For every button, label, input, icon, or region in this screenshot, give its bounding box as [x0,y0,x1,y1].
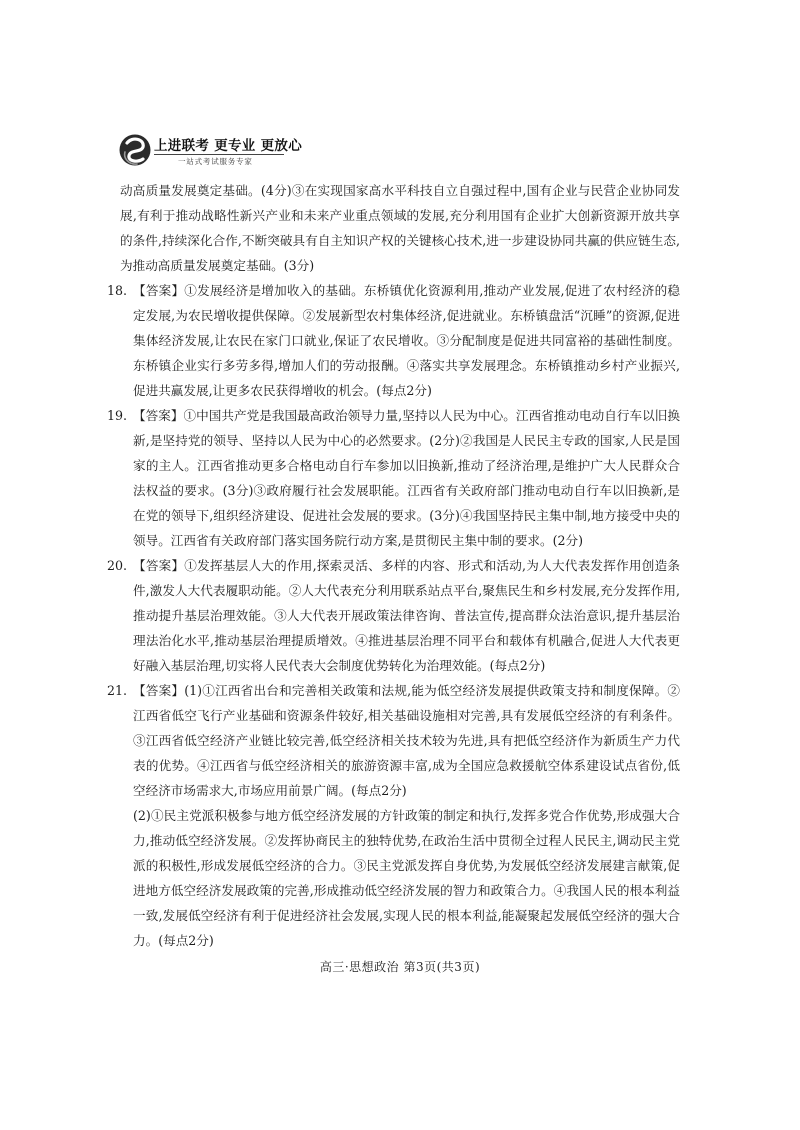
answer-content [107,178,680,953]
answer-text: 【答案】(1)①江西省出台和完善相关政策和法规,能为低空经济发展提供政策支持和制度保障。②江西省低空飞行产业基础和资源条件较好,相关基础设施相对完善,具有发展低空经济的有利条件。③江西省低空经济产业链比较完善,低空经济相关技术较为先进,具有把低空经济作为新质生产力代表的优势。④江西省与低空经济相关的旅游资源丰富,成为全国应急救援航空体系建设试点省份,低空经济市场需求大,市场应用前景广阔。(每点2分) [133,683,680,798]
answer-text: (2)①民主党派积极参与地方低空经济发展的方针政策的制定和执行,发挥多党合作优势,形成强大合力,推动低空经济发展。②发挥协商民主的独特优势,在政治生活中贯彻全过程人民民主,调动民主党派的积极性,形成发展低空经济的合力。③民主党派发挥自身优势,为发展低空经济发展建言献策,促进地方低空经济发展政策的完善,形成推动低空经济发展的智力和政策合力。④我国人民的根本利益一致,发展低空经济有利于促进经济社会发展,实现人民的根本利益,能凝聚起发展低空经济的强大合力。(每点2分) [133,808,680,948]
question-number: 20. [107,558,128,573]
brand-title: 上进联考 更专业 更放心 [154,138,302,154]
page-footer: 高三·思想政治 第3页(共3页) [319,960,481,974]
brand-divider [154,154,284,155]
answer-text: 【答案】①中国共产党是我国最高政治领导力量,坚持以人民为中心。江西省推动电动自行车以旧换新,是坚持党的领导、坚持以人民为中心的必然要求。(2分)②我国是人民民主专政的国家,人民是国家的主人。江西省推动更多合格电动自行车参加以旧换新,推动了经济治理,是维护广大人民群众合法权益的要求。(3分)③政府履行社会发展职能。江西省有关政府部门推动电动自行车以旧换新,是在党的领导下,组织经济建设、促进社会发展的要求。(3分)④我国坚持民主集中制,地方接受中央的领导。江西省有关政府部门落实国务院行动方案,是贯彻民主集中制的要求。(2分) [133,408,680,548]
answer-21-part2 [120,803,680,953]
answer-19 [107,403,680,553]
answer-text: 动高质量发展奠定基础。(4分)③在实现国家高水平科技自立自强过程中,国有企业与民营企业协同发展,有利于推动战略性新兴产业和未来产业重点领域的发展,充分利用国有企业扩大创新资源开放共享的条件,持续深化合作,不断突破具有自主知识产权的关键核心技术,进一步建设协同共赢的供应链生态,为推动高质量发展奠定基础。(3分) [120,183,680,273]
brand-subtitle: 一站式考试服务专家 [178,157,253,166]
question-number: 21. [107,683,128,698]
answer-18 [107,278,680,403]
question-number: 19. [107,408,128,423]
answer-17-continued [120,178,680,278]
answer-text: 【答案】①发挥基层人大的作用,探索灵活、多样的内容、形式和活动,为人大代表发挥作用创造条件,激发人大代表履职动能。②人大代表充分利用联系站点平台,聚焦民生和乡村发展,充分发挥作用,推动提升基层治理效能。③人大代表开展政策法律咨询、普法宣传,提高群众法治意识,提升基层治理法治化水平,推动基层治理提质增效。④推进基层治理不同平台和载体有机融合,促进人大代表更好融入基层治理,切实将人民代表大会制度优势转化为治理效能。(每点2分) [133,558,680,673]
answer-20 [107,553,680,678]
brand-logo [118,130,318,176]
answer-text: 【答案】①发展经济是增加收入的基础。东桥镇优化资源利用,推动产业发展,促进了农村经济的稳定发展,为农民增收提供保障。②发展新型农村集体经济,促进就业。东桥镇盘活“沉睡”的资源,促进集体经济发展,让农民在家门口就业,保证了农民增收。③分配制度是促进共同富裕的基础性制度。东桥镇企业实行多劳多得,增加人们的劳动报酬。④落实共享发展理念。东桥镇推动乡村产业振兴,促进共赢发展,让更多农民获得增收的机会。(每点2分) [133,283,680,398]
swirl-logo-icon [118,132,152,168]
answer-21-part1 [107,678,680,803]
question-number: 18. [107,283,128,298]
